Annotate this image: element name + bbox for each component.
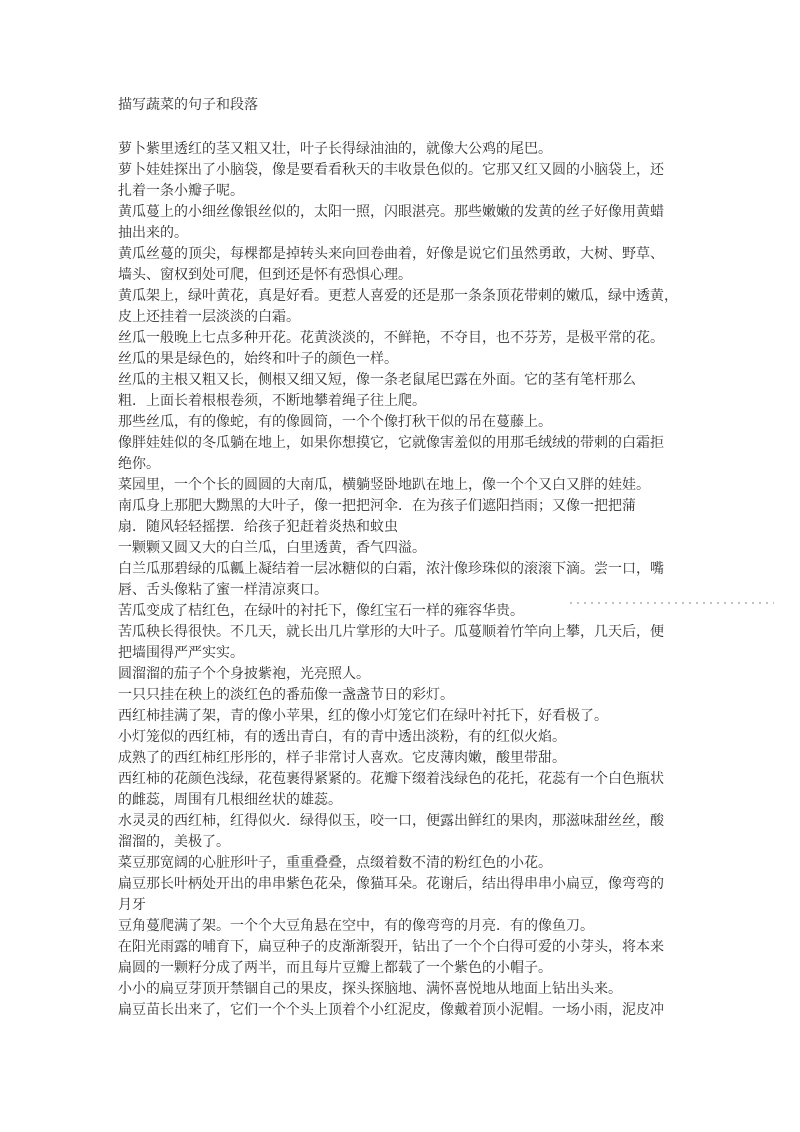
text-line: 黄瓜架上，绿叶黄花，真是好看。更惹人喜爱的还是那一条条顶花带刺的嫩瓜，绿中透黄， [118, 289, 678, 304]
page-title: 描写蔬菜的句子和段落 [118, 98, 258, 113]
text-line: 皮上还挂着一层淡淡的白霜。 [118, 310, 300, 325]
text-line: 那些丝瓜，有的像蛇，有的像圆筒，一个个像打秋干似的吊在蔓藤上。 [118, 415, 552, 430]
text-line: 圆溜溜的茄子个个身披紫袍，光亮照人。 [118, 667, 370, 682]
text-line: 菜园里，一个个长的圆圆的大南瓜，横躺竖卧地趴在地上，像一个个又白又胖的娃娃。 [118, 478, 650, 493]
dotted-line-artifact [570, 602, 774, 604]
text-line: 一只只挂在秧上的淡红色的番茄像一盏盏节日的彩灯。 [118, 688, 454, 703]
text-line: 的雌蕊，周围有几根细丝状的雄蕊。 [118, 793, 342, 808]
text-line: 丝瓜一般晚上七点多种开花。花黄淡淡的，不鲜艳，不夺目，也不芬芳，是极平常的花。 [118, 331, 664, 346]
text-line: 像胖娃娃似的冬瓜躺在地上，如果你想摸它，它就像害羞似的用那毛绒绒的带刺的白霜拒 [118, 436, 664, 451]
text-line: 苦瓜秧长得很快。不几天，就长出几片掌形的大叶子。瓜蔓顺着竹竿向上攀，几天后，便 [118, 625, 664, 640]
text-line: 扎着一条小瓣子呢。 [118, 184, 244, 199]
text-line: 西红柿的花颜色浅绿，花苞裹得紧紧的。花瓣下缀着浅绿色的花托，花蕊有一个白色瓶状 [118, 772, 664, 787]
text-line: 白兰瓜那碧绿的瓜瓤上凝结着一层冰糖似的白霜，浓汁像珍珠似的滚滚下滴。尝一口，嘴 [118, 562, 664, 577]
text-line: 南瓜身上那肥大黝黑的大叶子，像一把把河伞．在为孩子们遮阳挡雨；又像一把把蒲 [118, 499, 636, 514]
text-line: 成熟了的西红柿红彤彤的，样子非常讨人喜欢。它皮薄肉嫩，酸里带甜。 [118, 751, 566, 766]
text-line: 扁豆那长叶柄处开出的串串紫色花朵，像猫耳朵。花谢后，结出得串串小扁豆，像弯弯的 [118, 877, 664, 892]
text-line: 苦瓜变成了桔红色，在绿叶的衬托下，像红宝石一样的雍容华贵。 [118, 604, 524, 619]
text-line: 唇、舌头像粘了蜜一样清凉爽口。 [118, 583, 328, 598]
text-line: 小灯笼似的西红柿，有的透出青白，有的青中透出淡粉，有的红似火焰。 [118, 730, 566, 745]
text-line: 粗．上面长着根根卷须，不断地攀着绳子往上爬。 [118, 394, 426, 409]
text-line: 黄瓜丝蔓的顶尖，每棵都是掉转头来向回卷曲着，好像是说它们虽然勇敢，大树、野草、 [118, 247, 664, 262]
text-line: 丝瓜的主根又粗又长，侧根又细又短，像一条老鼠尾巴露在外面。它的茎有笔杆那么 [118, 373, 636, 388]
text-line: 溜溜的，美极了。 [118, 835, 230, 850]
text-line: 扁豆苗长出来了，它们一个个头上顶着个小红泥皮，像戴着顶小泥帽。一场小雨，泥皮冲 [118, 1003, 664, 1018]
text-line: 扁圆的一颗籽分成了两半，而且每片豆瓣上都载了一个紫色的小帽子。 [118, 961, 552, 976]
text-line: 把墙围得严严实实。 [118, 646, 244, 661]
text-line: 抽出来的。 [118, 226, 188, 241]
text-line: 萝卜娃娃探出了小脑袋，像是要看看秋天的丰收景色似的。它那又红又圆的小脑袋上，还 [118, 163, 664, 178]
text-line: 扇．随风轻轻摇摆．给孩子犯赶着炎热和蚊虫 [118, 520, 398, 535]
text-line: 墙头、窗权到处可爬，但到还是怀有恐惧心理。 [118, 268, 412, 283]
text-line: 豆角蔓爬满了架。一个个大豆角悬在空中，有的像弯弯的月亮．有的像鱼刀。 [118, 919, 594, 934]
text-line: 黄瓜蔓上的小细丝像银丝似的，太阳一照，闪眼湛亮。那些嫩嫩的发黄的丝子好像用黄蜡 [118, 205, 664, 220]
text-line: 丝瓜的果是绿色的，始终和叶子的颜色一样。 [118, 352, 398, 367]
text-line: 西红柿挂满了架，青的像小苹果，红的像小灯笼它们在绿叶衬托下，好看极了。 [118, 709, 608, 724]
text-line: 小小的扁豆芽顶开禁锢自己的果皮，探头探脑地、满怀喜悦地从地面上钻出头来。 [118, 982, 622, 997]
text-line: 月牙 [118, 898, 146, 913]
text-line: 一颗颗又圆又大的白兰瓜，白里透黄，香气四溢。 [118, 541, 426, 556]
text-line: 绝你。 [118, 457, 160, 472]
document-body [118, 139, 678, 1021]
text-line: 萝卜紫里透红的茎又粗又壮，叶子长得绿油油的，就像大公鸡的尾巴。 [118, 142, 552, 157]
text-line: 菜豆那宽阔的心脏形叶子，重重叠叠，点缀着数不清的粉红色的小花。 [118, 856, 552, 871]
text-line: 在阳光雨露的哺育下，扁豆种子的皮渐渐裂开，钻出了一个个白得可爱的小芽头，将本来 [118, 940, 664, 955]
text-line: 水灵灵的西红柿，红得似火．绿得似玉，咬一口，便露出鲜红的果肉，那滋味甜丝丝，酸 [118, 814, 664, 829]
